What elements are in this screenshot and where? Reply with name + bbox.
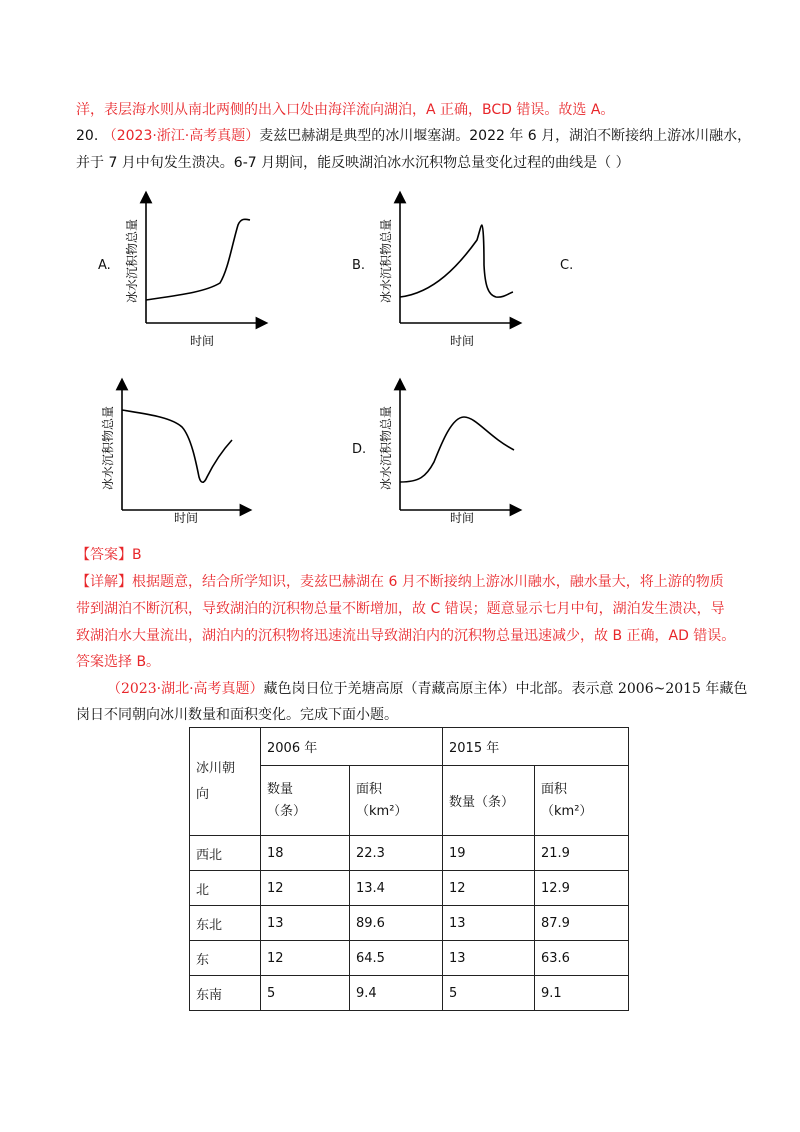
explanation-line-4: 答案选择 B。: [76, 654, 161, 670]
question-20-line-2: 并于 7 月中旬发生溃决。6-7 月期间，能反映湖泊冰水沉积物总量变化过程的曲线是（ ）: [76, 155, 630, 171]
option-b-label: B.: [352, 258, 366, 273]
graph-option-b: [364, 185, 534, 350]
question-source: （2023·浙江·高考真题）: [102, 128, 260, 144]
table-corner-header: 冰川朝 向: [190, 728, 261, 836]
x-axis-label: 时间: [450, 511, 475, 525]
explanation-line-2: 带到湖泊不断沉积，导致湖泊的沉积物总量不断增加，故 C 错误；题意显示七月中旬，湖泊发生溃决，导: [76, 601, 725, 617]
question-text: 麦兹巴赫湖是典型的冰川堰塞湖。2022 年 6 月，湖泊不断接纳上游冰川融水，: [259, 128, 752, 144]
graph-option-c: [86, 372, 256, 537]
y-axis-label: 冰水沉积物总量: [101, 405, 115, 490]
explanation-text: 根据题意，结合所学知识，麦兹巴赫湖在 6 月不断接纳上游冰川融水，融水量大，将上游的物质: [132, 574, 724, 590]
count-header-2006: 数量 （条）: [261, 766, 350, 836]
count-header-2015: 数量（条）: [443, 766, 535, 836]
glacier-table: [189, 727, 629, 1011]
table-row: 西北 18 22.3 19 21.9: [190, 836, 629, 871]
curve-a: [146, 219, 250, 300]
table-row: 东 12 64.5 13 63.6: [190, 941, 629, 976]
y-axis-label: 冰水沉积物总量: [379, 218, 393, 303]
answer-value: B: [132, 547, 142, 563]
option-c-label: C.: [560, 258, 574, 273]
curve-d: [400, 417, 514, 482]
question-source: （2023·湖北·高考真题）: [107, 681, 264, 697]
answer-tag: 【答案】: [76, 547, 132, 563]
area-header-2006: 面积 （km²）: [350, 766, 443, 836]
explanation-tag: 【详解】: [76, 574, 132, 590]
graph-option-a: [110, 185, 280, 350]
year-2015-header: 2015 年: [443, 728, 629, 766]
explanation-line-3: 致湖泊水大量流出，湖泊内的沉积物将迅速流出导致湖泊内的沉积物总量迅速减少，故 B 正确，AD 错误。: [76, 628, 736, 644]
x-axis-label: 时间: [450, 334, 475, 348]
previous-answer-tail: 洋，表层海水则从南北两侧的出入口处由海洋流向湖泊，A 正确，BCD 错误。故选 A。: [76, 102, 615, 118]
question-number: 20.: [76, 128, 99, 144]
x-axis-label: 时间: [190, 334, 215, 348]
explanation-line-1: [76, 572, 724, 592]
table-row: 北 12 13.4 12 12.9: [190, 871, 629, 906]
question-20-line-1: [76, 126, 751, 146]
question-21-line-1: [107, 679, 747, 699]
table-row: 东南 5 9.4 5 9.1: [190, 976, 629, 1011]
x-axis-label: 时间: [174, 511, 199, 525]
question-21-line-2: 岗日不同朝向冰川数量和面积变化。完成下面小题。: [76, 707, 398, 723]
y-axis-label: 冰水沉积物总量: [125, 218, 139, 303]
area-header-2015: 面积 （km²）: [535, 766, 629, 836]
graph-option-d: [364, 372, 534, 537]
curve-b: [400, 225, 513, 297]
question-text: 藏色岗日位于羌塘高原（青藏高原主体）中北部。表示意 2006~2015 年藏色: [263, 681, 748, 697]
option-a-label: A.: [98, 258, 111, 273]
year-2006-header: 2006 年: [261, 728, 443, 766]
table-row: 东北 13 89.6 13 87.9: [190, 906, 629, 941]
answer-line: [76, 545, 142, 565]
y-axis-label: 冰水沉积物总量: [379, 405, 393, 490]
curve-c: [122, 410, 232, 482]
option-d-label: D.: [352, 442, 367, 457]
